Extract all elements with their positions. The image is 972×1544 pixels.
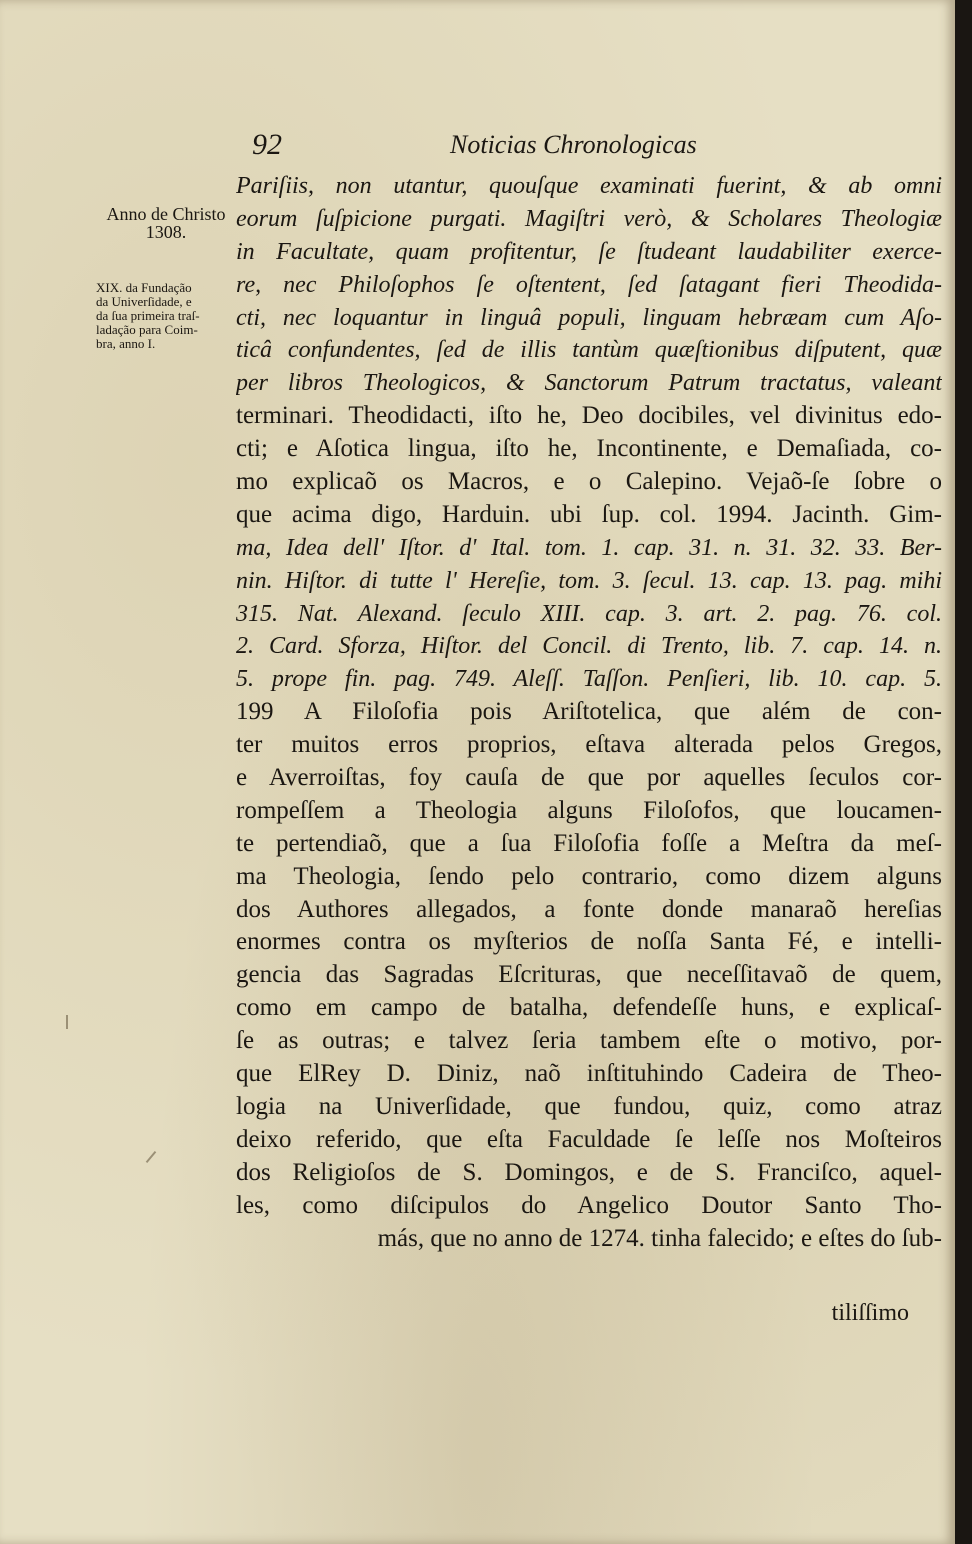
page-blemish xyxy=(66,1015,68,1029)
text-line: 199 A Filoſofia pois Ariſtotelica, que além de con- xyxy=(236,698,942,726)
text-line: les, como diſcipulos do Angelico Doutor Santo Tho- xyxy=(236,1191,942,1219)
text-line: como em campo de batalha, defendeſſe huns, e explicaſ- xyxy=(236,994,942,1022)
text-line: ter muitos erros proprios, eſtava alterada pelos Gregos, xyxy=(236,731,942,759)
margin-note-foundation-line: ladação para Coim- xyxy=(96,322,198,337)
text-line: logia na Univerſidade, que fundou, quiz, como atraz xyxy=(236,1092,942,1120)
text-line: ma Theologia, ſendo pelo contrario, como dizem alguns xyxy=(236,862,942,890)
running-title: Noticias Chronologicas xyxy=(450,130,697,159)
text-line: ſe as outras; e talvez ſeria tambem eſte o motivo, por- xyxy=(236,1027,942,1055)
text-line: 315. Nat. Alexand. ſeculo XIII. cap. 3. art. 2. pag. 76. col. xyxy=(236,600,942,627)
text-line: mo explicaõ os Macros, e o Calepino. Vejaõ-ſe ſobre o xyxy=(236,468,942,496)
text-line: ticâ confundentes, ſed de illis tantùm quæſtionibus diſputent, quæ xyxy=(236,337,942,364)
text-line: que ElRey D. Diniz, naõ inſtituhindo Cadeira de Theo- xyxy=(236,1060,942,1088)
text-line: cti, nec loquantur in linguâ populi, linguam hebræam cum Aſo- xyxy=(236,304,942,331)
text-line: e Averroiſtas, foy cauſa de que por aquelles ſeculos cor- xyxy=(236,764,942,792)
text-line: deixo referido, que eſta Faculdade ſe leſſe nos Moſteiros xyxy=(236,1125,942,1153)
page-blemish xyxy=(146,1151,157,1163)
margin-note-foundation xyxy=(92,281,240,351)
margin-note-year-label: Anno de Christo xyxy=(106,204,226,224)
running-head xyxy=(240,128,940,168)
margin-note-foundation-line: XIX. da Fundação xyxy=(96,280,192,295)
text-line: eorum ſuſpicione purgati. Magiſtri verò, & Scholares Theologiæ xyxy=(236,205,942,232)
text-line: que acima digo, Harduin. ubi ſup. col. 1994. Jacinth. Gim- xyxy=(236,500,942,528)
text-line: enormes contra os myſterios de noſſa Santa Fé, e intelli- xyxy=(236,928,942,956)
text-line: cti; e Aſotica lingua, iſto he, Incontinente, e Demaſiada, co- xyxy=(236,435,942,463)
text-line: ma, Idea dell' Iſtor. d' Ital. tom. 1. cap. 31. n. 31. 32. 33. Ber- xyxy=(236,534,942,561)
text-line: dos Religioſos de S. Domingos, e de S. Franciſco, aquel- xyxy=(236,1158,942,1186)
margin-notes xyxy=(92,205,240,351)
margin-note-year-value: 1308. xyxy=(145,222,187,242)
text-line: nin. Hiſtor. di tutte l' Hereſie, tom. 3. ſecul. 13. cap. 13. pag. mihi xyxy=(236,567,942,594)
text-line: rompeſſem a Theologia alguns Filoſofos, que loucamen- xyxy=(236,796,942,824)
text-line: 5. prope fin. pag. 749. Aleſſ. Taſſon. Penſieri, lib. 10. cap. 5. xyxy=(236,666,942,693)
text-line: gencia das Sagradas Eſcrituras, que neceſſitavaõ de quem, xyxy=(236,961,942,989)
margin-note-year xyxy=(92,205,240,241)
text-line: te pertendiaõ, que a ſua Filoſofia foſſe a Meſtra da meſ- xyxy=(236,829,942,857)
text-line: 2. Card. Sforza, Hiſtor. del Concil. di Trento, lib. 7. cap. 14. n. xyxy=(236,633,942,660)
text-line: dos Authores allegados, a fonte donde manaraõ hereſias xyxy=(236,895,942,923)
text-line: Pariſiis, non utantur, quouſque examinati fuerint, & ab omni xyxy=(236,173,942,199)
text-line: terminari. Theodidacti, iſto he, Deo docibiles, vel divinitus edo- xyxy=(236,402,942,430)
margin-note-foundation-line: da Univerſidade, e xyxy=(96,294,192,309)
text-line: más, que no anno de 1274. tinha falecido; e eſtes do ſub- xyxy=(377,1224,942,1252)
margin-note-foundation-line: bra, anno I. xyxy=(96,336,156,351)
margin-note-foundation-line: da ſua primeira traſ- xyxy=(96,308,200,323)
text-line: in Facultate, quam profitentur, ſe ſtudeant laudabiliter exerce- xyxy=(236,238,942,265)
page-number: 92 xyxy=(252,128,282,161)
body-text xyxy=(236,170,942,1255)
text-line: per libros Theologicos, & Sanctorum Patrum tractatus, valeant xyxy=(236,370,942,397)
text-line: re, nec Philoſophos ſe oſtentent, ſed ſatagant fieri Theodida- xyxy=(236,271,942,298)
catchword: tiliſſimo xyxy=(831,1300,909,1326)
